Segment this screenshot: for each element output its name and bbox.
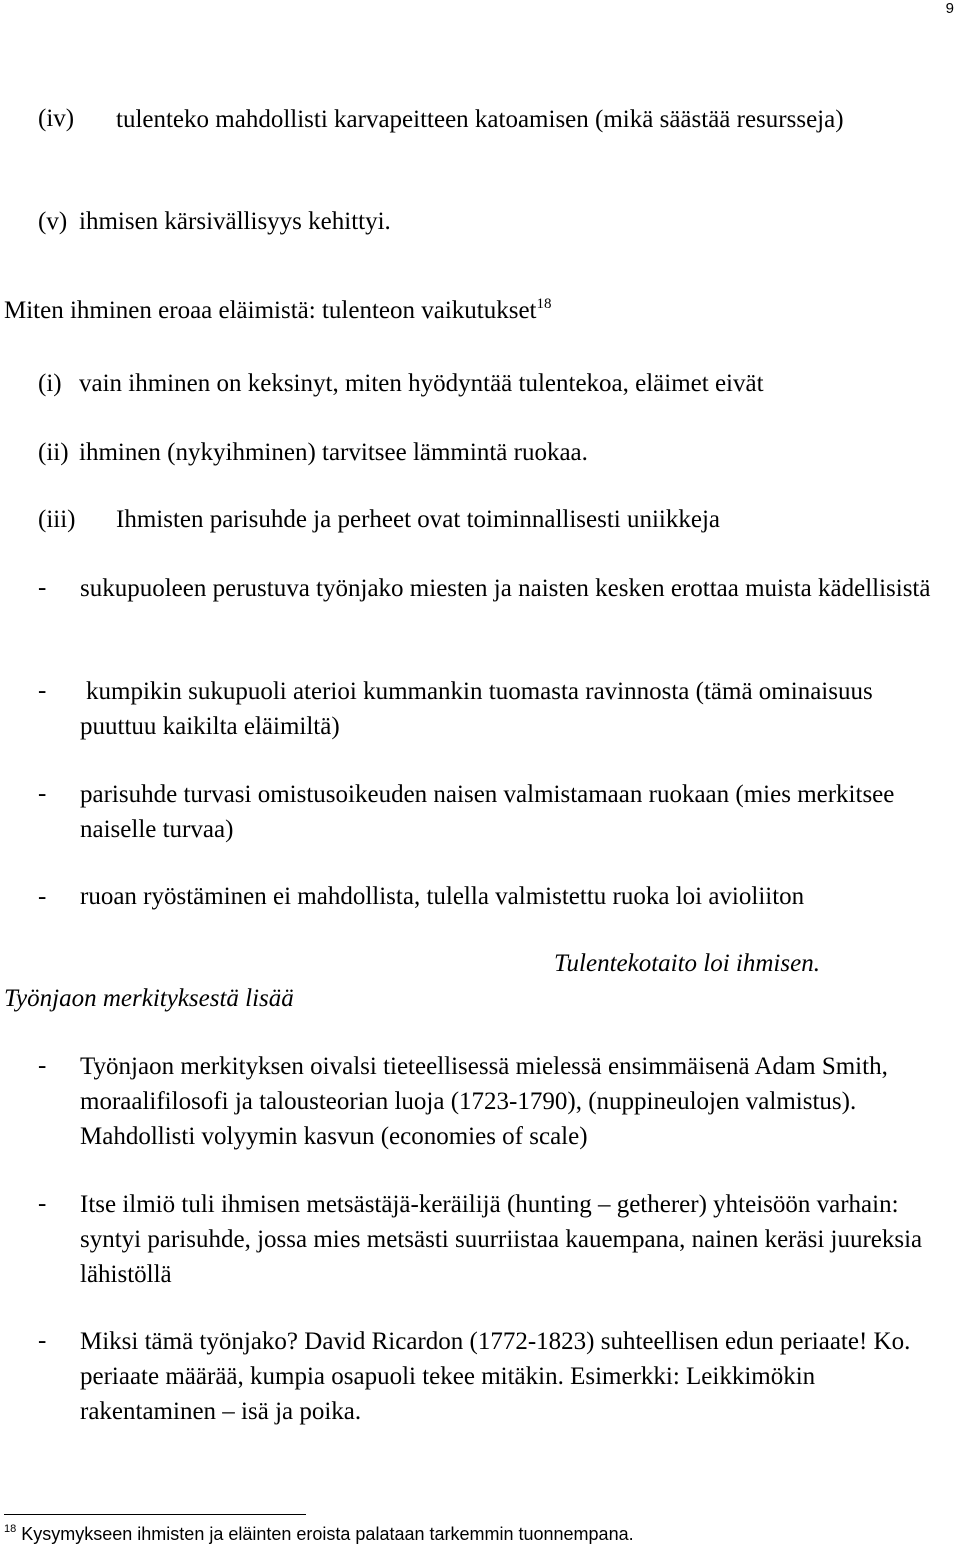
footnote-number: 18 [4,1523,17,1535]
dash-bullet: - [38,574,47,601]
list-marker: (v) [38,208,68,235]
italic-subheading: Työnjaon merkityksestä lisää [4,985,294,1012]
list-item-text: Ihmisten parisuhde ja perheet ovat toiminnallisesti uniikkeja [116,506,721,533]
footnote-ref: 18 [536,296,552,312]
list-marker: (iii) [38,506,76,533]
list-item-text: ihminen (nykyihminen) tarvitsee lämmintä ruokaa. [79,439,588,466]
dash-bullet: - [38,1327,47,1354]
page-number: 9 [945,0,954,17]
list-item-text: tulenteko mahdollisti karvapeitteen katoamisen (mikä säästää resursseja) [116,106,844,133]
bullet-text: parisuhde turvasi omistusoikeuden naisen valmistamaan ruokaan (mies merkitsee naiselle turvaa) [80,781,895,843]
footnote [4,1520,634,1548]
dash-bullet: - [38,780,47,807]
section-heading [4,294,552,328]
bullet-text: kumpikin sukupuoli aterioi kummankin tuomasta ravinnosta (tämä ominaisuus puuttuu kaikilta eläimiltä) [80,678,873,740]
footnote-text: Kysymykseen ihmisten ja eläinten eroista palataan tarkemmin tuonnempana. [21,1524,634,1544]
bullet-text: sukupuoleen perustuva työnjako miesten ja naisten kesken erottaa muista kädellisistä [80,575,931,602]
dash-bullet: - [38,677,47,704]
list-item-text: vain ihminen on keksinyt, miten hyödyntää tulentekoa, eläimet eivät [79,370,764,397]
list-marker: (ii) [38,439,69,466]
bullet-text: Työnjaon merkityksen oivalsi tieteellisessä mielessä ensimmäisenä Adam Smith, moraalifilosofi ja talousteorian luoja (1723-1790), (nuppineulojen valmistus). Mahdollisti volyymin kasvun (economies of scale) [80,1053,888,1150]
italic-note: Tulentekotaito loi ihmisen. [554,950,820,977]
list-marker: (i) [38,370,62,397]
dash-bullet: - [38,1190,47,1217]
bullet-text: ruoan ryöstäminen ei mahdollista, tulella valmistettu ruoka loi avioliiton [80,883,805,910]
bullet-text: Miksi tämä työnjako? David Ricardon (1772-1823) suhteellisen edun periaate! Ko. periaate määrää, kumpia osapuoli tekee mitäkin. Esimerkki: Leikkimökin rakentaminen – isä ja poika. [80,1328,911,1425]
bullet-text: Itse ilmiö tuli ihmisen metsästäjä-keräilijä (hunting – getherer) yhteisöön varhain: syntyi parisuhde, jossa mies metsästi suurriistaa kauempana, nainen keräsi juureksia lähistöllä [80,1191,923,1288]
heading-text: Miten ihminen eroaa eläimistä: tulenteon vaikutukset [4,297,537,324]
list-item-text: ihmisen kärsivällisyys kehittyi. [79,208,391,235]
dash-bullet: - [38,883,47,910]
list-marker: (iv) [38,105,75,132]
dash-bullet: - [38,1052,47,1079]
footnote-separator [4,1514,306,1515]
